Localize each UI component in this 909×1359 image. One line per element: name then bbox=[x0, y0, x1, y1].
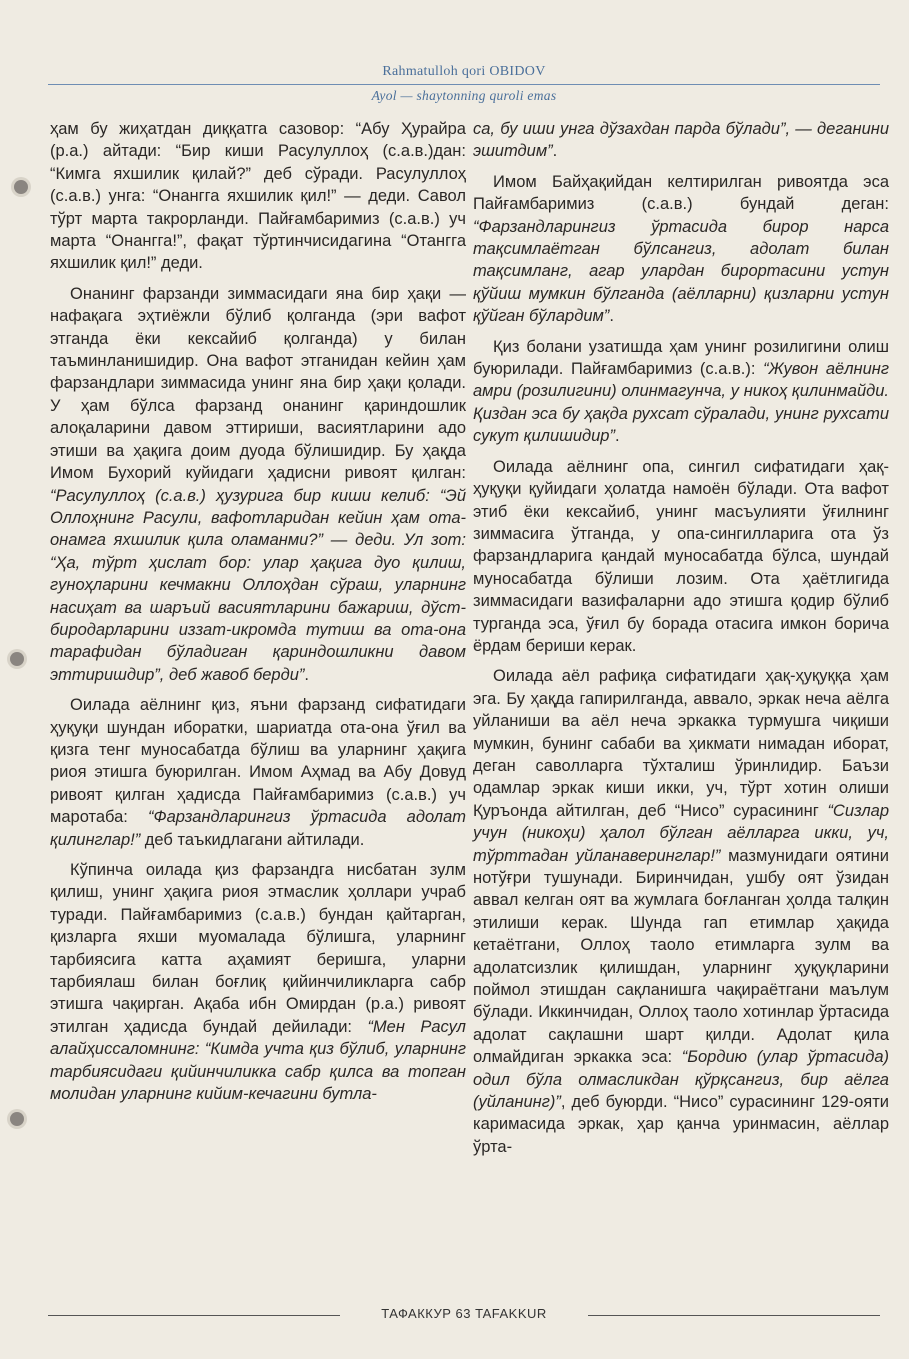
paragraph bbox=[50, 859, 466, 1105]
binder-hole bbox=[10, 1112, 24, 1126]
quote-text: “Сизлар учун (никоҳи) ҳалол бўлган аёлларга икки, уч, тўрттадан уйланаверинглар!” bbox=[473, 801, 889, 865]
body-text: . bbox=[304, 665, 309, 684]
paragraph bbox=[473, 171, 889, 328]
running-header-author: Rahmatulloh qori OBIDOV bbox=[382, 64, 546, 79]
paragraph bbox=[50, 283, 466, 686]
body-text: . bbox=[614, 427, 620, 446]
binder-hole bbox=[10, 652, 24, 666]
body-text: Оилада аёлнинг опа, сингил сифатидаги ҳақ-ҳуқуқи қуйидаги ҳолатда намоён бўлади. Ота вафот этиб ёки кексайиб, унинг масъулияти ўғилнинг зиммасига ўтганда, у опа-сингилларига ота ўз фарзандларига қандай муносабатда бўлса, шундай муносабатда бўлиши лозим. Ота ҳаётлигида зиммасидаги вазифаларни адо этишга қодир бўлиб турганда эса, ўғил бу борада отасига имкон борича ёрдам бериши керак. bbox=[473, 457, 889, 655]
footer-page-label: ТАФАККУР 63 TAFAKKUR bbox=[381, 1306, 547, 1321]
left-column bbox=[50, 118, 466, 1113]
header-divider bbox=[48, 84, 880, 85]
body-text: Онанинг фарзанди зиммасидаги яна бир ҳақи — нафақага эҳтиёжли бўлиб қолганда (эри вафот этганда ёки кексайиб қолганда) у билан таъминланишидир. Она вафот этганидан кейин ҳам фарзандлари зиммасида унинг яна бир ҳақи қолади. У ҳам бўлса фарзанд онанинг қариндошлик алоқаларини давом эттириши, васиятларини адо этиши ва ҳақига доим дуода бўлишидир. Бу ҳақда Имом Бухорий куйидаги ҳадисни ривоят қилган: bbox=[50, 284, 466, 483]
quote-text: “Фарзандларингиз ўртасида адолат қилинглар!” bbox=[50, 808, 466, 849]
paragraph bbox=[473, 336, 889, 448]
paragraph bbox=[50, 694, 466, 851]
quote-text: “Бордию (улар ўртасида) одил бўла олмасликдан қўрқсангиз, бир аёлга (уйланинг)” bbox=[473, 1048, 890, 1112]
body-text: . bbox=[609, 307, 614, 326]
paragraph bbox=[473, 456, 889, 658]
quote-text: “Фарзандларингиз ўртасида бирор нарса тақсимлаётган бўлсангиз, адолат билан тақсимланг, агар улардан бирортасини устун қўйиш мумкин бўлганда (аёлларни) қизларни устун қўйган бўлардим” bbox=[473, 217, 889, 326]
page-footer bbox=[48, 1306, 880, 1326]
body-text: Кўпинча оилада қиз фарзандга нисбатан зулм қилиш, унинг ҳақига риоя этмаслик ҳоллари учраб туради. Пайғамбаримиз (с.а.в.) бундан қайтарган, қизларга яхши муомалада бўлишга, уларнинг тарбиясига катта аҳамият беришга, уларни тарбиялаш билан боғлиқ қийинчиликларга сабр этишга чақирган. Ақаба ибн Омирдан (р.а.) ривоят этилган ҳадисда бундай дейилади: bbox=[50, 861, 466, 1036]
paragraph bbox=[50, 118, 466, 275]
body-text: Имом Байҳақийдан келтирилган ривоятда эса Пайғамбаримиз (с.а.в.) бундай деган: bbox=[473, 172, 889, 214]
body-text: Оилада аёлнинг қиз, яъни фарзанд сифатидаги ҳуқуқи шундан иборатки, шариатда ота-она ўғил ва қизга тенг муносабатда бўлиш ва уларнинг ҳақига риоя этишга буюрилган. Имом Аҳмад ва Абу Довуд ривоят қилган ҳадисда Пайғамбаримиз (с.а.в.) уч маротаба: bbox=[50, 696, 466, 827]
binder-hole bbox=[14, 180, 28, 194]
quote-text: са, бу иши унга дўзахдан парда бўлади”, — деганини эшитдим” bbox=[473, 120, 889, 161]
footer-rule-right bbox=[588, 1315, 880, 1316]
quote-text: “Жувон аёлнинг амри (розилигини) олинмагунча, у никоҳ қилинмайди. Қиздан эса бу ҳақда рухсат сўралади, унинг рухсати сукут қилишидир” bbox=[473, 360, 889, 446]
right-column bbox=[473, 118, 889, 1166]
body-text: Оилада аёл рафиқа сифатидаги ҳақ-ҳуқуққа ҳам эга. Бу ҳақда гапирилганда, аввало, эркак неча аёлга уйланиши ва аёл неча эркакка турмушга чиқиши мумкин, бунинг сабаби ва ҳикмати нимадан иборат, деган саволларга тўхталиш ўринлидир. Баъзи одамлар эркак киши икки, уч, тўрт хотин олиши Қуръонда айтилган, деб “Нисо” сурасининг bbox=[473, 667, 889, 820]
body-text: . bbox=[552, 142, 558, 161]
paragraph bbox=[473, 118, 889, 163]
body-text: , деб буюрди. “Нисо” сурасининг 129-ояти каримасида эркак, ҳар қанча уринмасин, аёллар ўрта- bbox=[473, 1093, 889, 1156]
quote-text: “Мен Расул алайҳиссаломнинг: “Кимда учта қиз бўлиб, уларнинг тарбиясидаги қийинчиликка сабр қилса ва топган молидан уларнинг кийим-кечагини бутла- bbox=[50, 1017, 466, 1104]
body-text: мазмунидаги оятини нотўғри тушунади. Биринчидан, ушбу оят ўзидан аввал келган оят ва жумлага боғланган ҳолда талқин этилиши керак. Шунда гап етимлар ҳақида кетаётгани, Оллоҳ таоло етимларга зулм ва адолатсизлик қилишдан, уларнинг ҳуқуқларини поймол этишдан сақланишга чақираётгани маълум бўлади. Иккинчидан, Оллоҳ таоло хотинлар ўртасида адолат сақлашни шарт қилди. Адолат қила олмайдиган эркакка эса: bbox=[473, 846, 889, 1067]
quote-text: “Расулуллоҳ (с.а.в.) ҳузурига бир киши келиб: “Эй Оллоҳнинг Расули, вафотларидан кейин ҳам ота-онамга яхшилик қила оламанми?” — деди. Ул зот: “Ҳа, тўрт ҳислат бор: улар ҳақига дуо қилиш, гуноҳларини кечмакни Оллоҳдан сўраш, уларнинг насиҳат ва шаръий васиятларини бажариш, дўст-биродарларини иззат-икромда тутиш ва ота-она тарафидан бўладиган қариндошликни давом эттиришдир”, деб жавоб берди” bbox=[50, 486, 466, 684]
body-text: деб таъкидлагани айтилади. bbox=[140, 830, 365, 849]
paragraph bbox=[473, 665, 889, 1158]
body-text: Қиз болани узатишда ҳам унинг розилигини олиш буюрилади. Пайғамбаримиз (с.а.в.): bbox=[473, 337, 889, 379]
body-text: ҳам бу жиҳатдан диққатга сазовор: “Абу Ҳурайра (р.а.) айтади: “Бир киши Расулуллоҳ (с.а.в.)дан: “Кимга яхшилик қилай?” деб сўради. Расулуллоҳ (с.а.в.) унга: “Онангга яхшилик қил!” — деди. Савол тўрт марта такрорланди. Пайғамбаримиз (с.а.в.) уч марта “Онангга!”, фақат тўртинчисидагина “Отангга яхшилик қил!” деди. bbox=[50, 120, 466, 273]
running-header-title: Ayol — shaytonning quroli emas bbox=[371, 88, 557, 103]
